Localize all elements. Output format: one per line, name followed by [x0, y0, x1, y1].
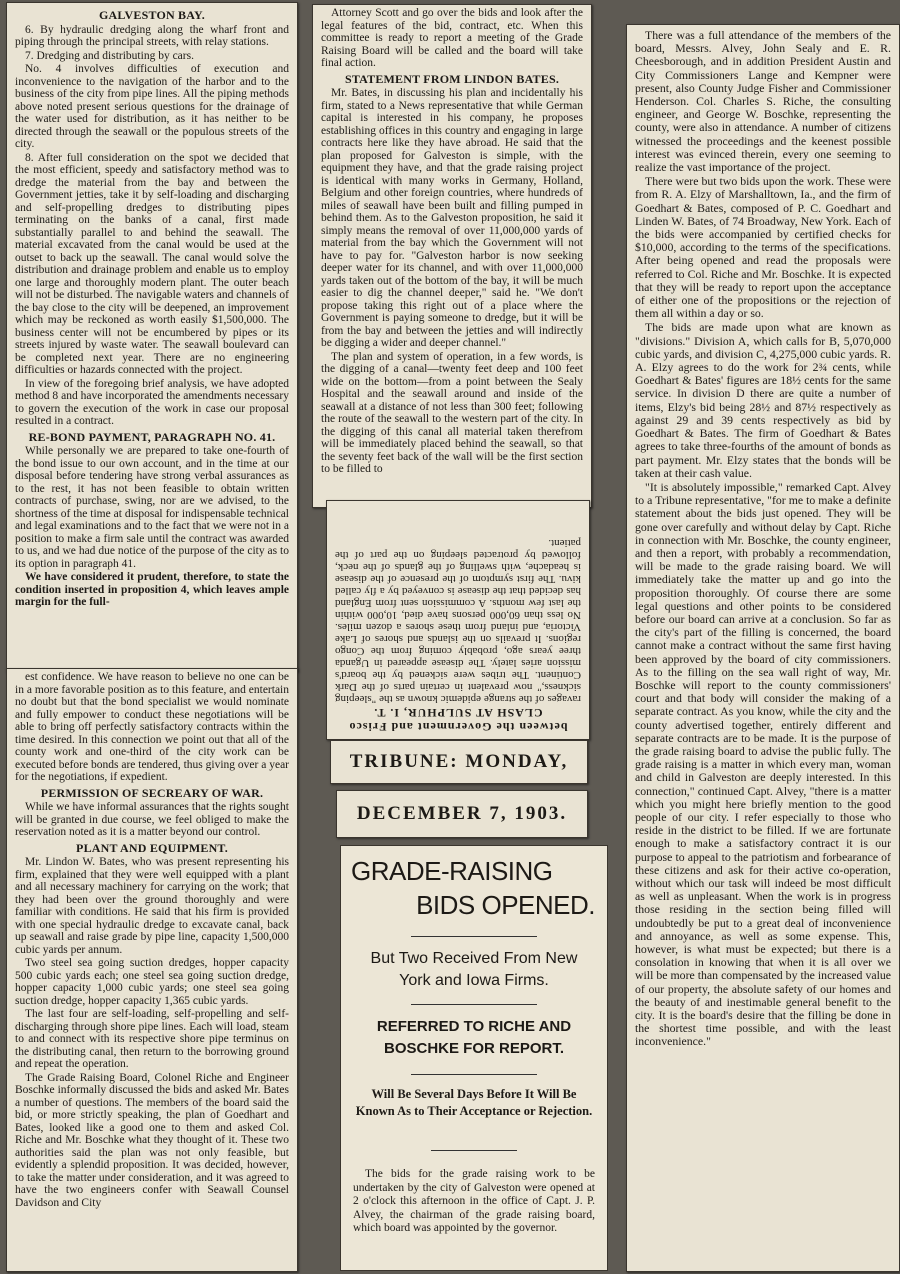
inverted-body: ravages of the strange epidemic known as the "sleeping sickness," now prevalent in certain parts of the Dark Continent. The tribes were sickened by the board's mission aries lately. The disease appeared in Uganda three years ago, probably coming from the Congo regions. It prevails on the islands and shores of Lake Victoria, and inland from these shores a dozen miles. No less than 60,000 persons have died, 10,000 within the last few months. A commission sent from England has decided that the disease is conveyed by a fly called kivu. The first symptom of the presence of the disease is headache, with swelling of the glands of the neck, followed by protracted sleeping on the part of the patient. [335, 537, 581, 705]
left-paragraph: Mr. Lindon W. Bates, who was present representing his firm, explained that they were well equipped with a plant and all necessary machinery for carrying on the work; that they had been over the ground thoroughly and were familiar with conditions. He said that his firm is provided with one special hydraulic dredge to excavate canal, back up seawall and raise grade by pipe line, capacity 1,500,000 cubic yards per annum. [15, 856, 289, 956]
statement-heading: STATEMENT FROM LINDON BATES. [344, 71, 560, 86]
inverted-head-2: CLASH AT SULPHUR, I. T. [373, 706, 543, 720]
secretary-of-war-heading: PERMISSION OF SECREARY OF WAR. [40, 785, 264, 800]
left-paragraph: We have considered it prudent, therefore, to state the condition inserted in proposition 4, which leaves ample margin for the full- [15, 571, 289, 608]
right-paragraph: There were but two bids upon the work. These were from R. A. Elzy of Marshalltown, Ia., and the firm of Goedhart & Bates, composed of P. C. Goedhart and Linden W. Bates, of 74 Broadway, New York. Each of the bids were accompanied by certified checks for $10,000, according to the terms of the specifications. After being opened and read the proposals were referred to Col. Riche and Mr. Boschke. It is expected that they will be ready to report upon the acceptance of either one of the propositions or the rejection of them all within a day or so. [635, 174, 891, 321]
right-paragraph: "It is absolutely impossible," remarked Capt. Alvey to a Tribune representative, "for me to make a definite statement about the bids just opened. They will be gone over carefully and without delay by Capt. Riche in connection with Mr. Boschke, the county engineer, and then a report, with probably a recommendation, will be made to the grade raising board. We will immediately take the matter up and go into the proposition thoroughly. Of course there are some legal questions and other points to be considered before our board can arrive at a conclusion. So far as the city's part of the filling is concerned, the board cannot make a contract without the same first having been approved by the board of city commissioners. As to the filling on the sea wall right of way, Mr. Boschke will report to the county commissioners' court and that body will consider the making of a separate contract. As you know, while the city and the county advertised together, entirely different and separate contracts are to be made. It is the purpose of the grade raising board to advise the public fully. The grade raising is a matter in which every man, woman and child in Galveston are deeply interested. In this connection," continued Capt. Alvey, "there is a matter which you might here briefly mention to the good people of our city. I refer especially to those who reside in the district to be filled. If we are fortunate enough to make a satisfactory contract it is our purpose to appeal to the patriotism and forbearance of these citizens and ask for their active co-operation, without which our task will indeed be most difficult as well as unpleasant. When the work is in progress those residing in the section being filled will undoubtedly be put to a great deal of inconvenience and annoyance, as well as some expense. This, however, is what must be expected; but there is a consolation in knowing that when it is all over we will be more than compensated by the increased value of our property, the absolute safety of our homes and the beauty of and inestimable general benefit to the city. It is the board's desire that the filling be done in the shortest time possible, and with the least inconvenience." [635, 479, 891, 1049]
rebond-heading: RE-BOND PAYMENT, PARAGRAPH NO. 41. [28, 429, 276, 444]
deck-rule-1 [411, 1004, 537, 1005]
deck-2: REFERRED TO RICHE AND BOSCHKE FOR REPORT. [376, 1018, 572, 1057]
left-paragraph: Two steel sea going suction dredges, hopper capacity 500 cubic yards each; one steel sea going suction dredge, hopper capacity 1,000 cubic yards; one steel sea going suction dredge, hopper capacity 1,365 cubic yards. [15, 957, 289, 1007]
headline-line-2: BIDS OPENED. [416, 890, 595, 920]
right-paragraph: The bids are made upon what are known as "divisions." Division A, which calls for B, 5,070,000 cubic yards, and division C, 4,275,000 cubic yards. R. A. Elzy agrees to do the work for 2¾ cents, while Goedhart & Bates' figures are 18½ cents for the same service. In division D there are quite a number of items, Elzy's bid being 28½ and 87½ respectively as against 29 and 39 cents respectively as bid by Goedhart & Bates. The firm of Goedhart & Bates agrees to take three-fourths of the amount of bonds as part payment. Mr. Elzy states that the bonds will be taken at their cash value. [635, 320, 891, 480]
middle-column [321, 7, 583, 503]
left-paragraph: While personally we are prepared to take one-fourth of the bond issue to our own account, and in the time at our disposal before tendering have strong verbal assurances as to the rest, it has not been feasible to obtain written contracts of purchase, swing, nor are we advised, to the shortness of the time at disposal for indispensable technical and legal examinations and to the fact that we were not in a position to make a firm sale until the contract was awarded to us, and we had due notice of the purpose of the city as to its option in paragraph 41. [15, 445, 289, 570]
lead-paragraph: The bids for the grade raising work to be undertaken by the city of Galveston were opened at 2 o'clock this afternoon in the office of Capt. J. P. Alvey, the chairman of the grade raising board, which board was appointed by the governor. [353, 1168, 595, 1234]
galveston-bay-heading: GALVESTON BAY. [99, 8, 205, 22]
left-paragraph: 7. Dredging and distributing by cars. [25, 49, 194, 62]
deck-3: Will Be Several Days Before It Will Be Known As to Their Acceptance or Rejection. [355, 1087, 593, 1118]
left-clipping-bottom [6, 668, 298, 1272]
masthead-clipping-1 [330, 740, 588, 784]
left-paragraph: While we have informal assurances that the rights sought will be granted in due course, we feel obliged to make the reservation noted as it is a matter beyond our control. [15, 801, 289, 838]
right-column [635, 29, 891, 1267]
left-paragraph: In view of the foregoing brief analysis, we have adopted method 8 and have incorporated the amendments necessary to govern the execution of the work in case our proposal resulted in a contract. [15, 377, 289, 427]
right-clipping [626, 24, 900, 1272]
headline-rule [411, 936, 537, 937]
left-paragraph: est confidence. We have reason to believe no one can be in a more favorable position as to this feature, and entertain no doubt but that the bond specialist we would nominate and fully empower to conduct these negotiations will be able to bring off perfectly satisfactory contracts within the time desired. In this connection we point out that all of the county work and one-third of the city work can be executed before bonds are tendered, thus giving over a year for the negotiations, if expedient. [15, 671, 289, 783]
left-paragraph: The last four are self-loading, self-propelling and self-discharging through shore pipe lines. Each will load, steam to and connect with its respective shore pipe terminus on the distributing canal, then return to the borrowing ground and repeat the operation. [15, 1008, 289, 1070]
deck-1: But Two Received From New York and Iowa Firms. [370, 950, 578, 989]
middle-paragraph: The plan and system of operation, in a few words, is the digging of a canal—twenty feet deep and 100 feet wide on the bottom—from a point between the Sealy Hospital and the seawall around and inside of the seawall at a distance of not less than 300 feet; following the route of the seawall to the western part of the city. In the digging of this canal all material taken therefrom will be immediately placed behind the seawall, so that the seventy feet back of the wall will be the first section to be filled to [321, 350, 583, 475]
inverted-article [335, 505, 581, 735]
left-column-bottom [15, 671, 289, 1267]
middle-paragraph: Mr. Bates, in discussing his plan and incidentally his firm, stated to a News representative that while German capital is interested in his company, he proposes establishing offices in this country and engaging in large contracts here like they have abroad. He said that the plan proposed for Galveston is simple, with the equipment they have, and that the grade raising project is identical with many works in Germany, Holland, Belgium and other foreign countries, where hundreds of miles of seawall have been built and filling pumped in behind them. As to the Galveston proposition, he said it simply means the removal of over 11,000,000 yards of material from the bay which the Government will not have to pay for. "Galveston harbor is now seeking deeper water for its channel, and with over 11,000,000 yards taken out of the bottom of the bay, it will be much easier to dig the channel deeper," said he. "We don't propose taking this right out of a place where the Government is paying someone to dredge, but it will be from the bay and between the jetties and will indirectly be digging a wider and deeper channel." [321, 87, 583, 349]
left-column-top [15, 6, 289, 668]
inverted-head-1: between the Government and Frisco [348, 720, 568, 734]
left-paragraph: 6. By hydraulic dredging along the wharf front and piping through the principal streets, with relay stations. [15, 23, 289, 48]
middle-clipping [312, 4, 592, 508]
left-paragraph: No. 4 involves difficulties of execution and inconvenience to the navigation of the harbor and to the business of the city from pipe lines. All the piping methods above noted present serious questions for the drainage of the water used for distribution, as it has neither to be directed through the seawall or the populous streets of the city. [15, 63, 289, 150]
left-paragraph: 8. After full consideration on the spot we decided that the most efficient, speedy and satisfactory method was to dredge the material from the bay and between the Government jetties, take it by self-loading and discharging and self-propelling dredges to distributing pipes terminating on the banks of a canal, first made substantially parallel to and behind the seawall. The material excavated from the canal would be used at the outset to back up the seawall. The canal would solve the distribution and drainage problem and enable us to employ one large and thoroughly modern plant. The outer beach will not be disturbed. The navigable waters and channels of the bay close to the city will be deepened, an improvement which may be reckoned as worth easily $1,500,000. The business center will not be encumbered by pipes or its streets injured by waste water. The seawall boulevard can be completed next year. There are no engineering difficulties or hazards connected with the project. [15, 151, 289, 376]
masthead-clipping-2 [336, 790, 588, 838]
plant-equipment-heading: PLANT AND EQUIPMENT. [76, 840, 228, 855]
headline-line-1: GRADE-RAISING [351, 856, 553, 886]
masthead-date: DECEMBER 7, 1903. [356, 803, 568, 824]
deck-rule-3 [431, 1150, 517, 1151]
left-clipping-top [6, 2, 298, 672]
deck-rule-2 [411, 1074, 537, 1075]
inverted-clipping [326, 500, 590, 740]
right-paragraph: There was a full attendance of the members of the board, Messrs. Alvey, John Sealy and E. R. Cheesborough, and in addition President Austin and City Commissioners Lange and Kempner were present, also County Judge Fisher and Commissioner Henderson. Col. Charles S. Riche, the consulting engineer, and George W. Boschke, representing the county, were also in attendance. A number of citizens witnessed the proceedings and the keenest possible interest was evinced therein, every one seeming to realize the vast importance of the project. [635, 29, 891, 175]
left-paragraph: The Grade Raising Board, Colonel Riche and Engineer Boschke informally discussed the bids and asked Mr. Bates a number of questions. The members of the board said the bid, or more strictly speaking, the plan of Goedhart and Bates, looked like a good one to them and asked Col. Riche and Mr. Boschke what they thought of it. These two authorities said the plan was not only feasible, but evidently a splendid proposition. It was decided, however, to take the matter under consideration, and it was agreed to have the two engineers confer with Seawall Counsel Davidson and City [15, 1071, 289, 1209]
headline-clipping [340, 845, 608, 1271]
middle-paragraph: Attorney Scott and go over the bids and look after the legal features of the bid, contract, etc. When this committee is ready to report a meeting of the Grade Raising Board will be called and the board will take final action. [321, 7, 583, 69]
masthead-paper: TRIBUNE: MONDAY, [349, 751, 569, 772]
